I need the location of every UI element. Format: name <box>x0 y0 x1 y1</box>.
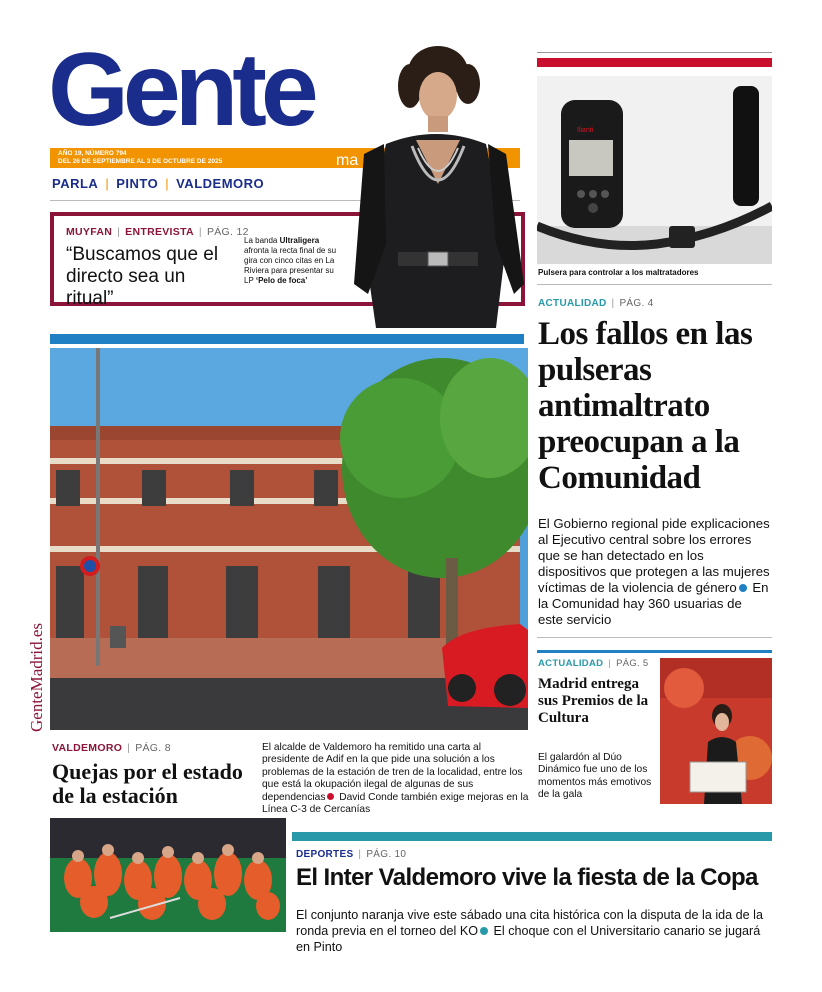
issue-dates: DEL 26 DE SEPTIEMBRE AL 3 DE OCTUBRE DE 2025 <box>58 158 223 165</box>
gentemadrid-url-vertical[interactable] <box>20 556 50 736</box>
main-story-section: ACTUALIDAD <box>538 298 607 309</box>
main-story-rule <box>537 284 772 285</box>
device-brand: Ilianti <box>577 127 594 134</box>
muyfan-summary: La banda Ultraligera afronta la recta final de su gira con cinco citas en La Riviera para presentar su LP ‘Pelo de foca’ <box>244 236 337 285</box>
valdemoro-body: El alcalde de Valdemoro ha remitido una carta al presidente de Adif en la que pide una solución a los problemas de la estación de tren de la localidad, entre los que está la okupación ilegal de algunas de sus dependencias David Conde también exige mejoras en la Línea C-3 de Cercanías <box>262 742 529 816</box>
deportes-kicker: DEPORTES | PÁG. 10 <box>296 849 407 860</box>
site-url: GenteMadrid.es <box>27 622 46 732</box>
premios-page: PÁG. 5 <box>616 658 649 669</box>
premios-photo[interactable] <box>660 658 772 804</box>
issue-meta <box>58 150 318 166</box>
premios-rule <box>537 637 772 638</box>
bullet-icon <box>739 584 747 592</box>
muyfan-page: PÁG. 12 <box>206 226 249 238</box>
premios-top-bar <box>537 650 772 653</box>
muyfan-kicker: MUYFAN | ENTREVISTA | PÁG. 12 <box>66 226 249 238</box>
premios-kicker: ACTUALIDAD | PÁG. 5 <box>538 658 649 669</box>
album-name: ‘Pelo de foca’ <box>255 276 308 285</box>
muyfan-frame-left <box>50 212 54 306</box>
muyfan-type: ENTREVISTA <box>125 226 194 238</box>
premios-body: El galardón al Dúo Dinámico fue uno de los momentos más emotivos de la gala <box>538 752 652 801</box>
right-column-red-bar <box>537 58 772 67</box>
muyfan-section: MUYFAN <box>66 226 113 238</box>
main-story-page: PÁG. 4 <box>619 298 654 309</box>
masthead-logo: Gente <box>48 32 313 148</box>
football-team-photo[interactable] <box>50 818 286 932</box>
town-list: PARLA | PINTO | VALDEMORO <box>52 176 265 191</box>
deportes-body: El conjunto naranja vive este sábado una cita histórica con la disputa de la ida de la ronda previa en el torneo del KO El choque con el Universitario canario se jugará en Pinto <box>296 908 763 954</box>
main-lead: El Gobierno regional pide explicaciones al Ejecutivo central sobre los errores que se han detectado en los dispositivos que protegen a las mujeres víctimas de la violencia de género En la Comunidad hay 360 usuarias de este servicio <box>538 516 770 627</box>
deportes-page: PÁG. 10 <box>366 849 407 860</box>
valdemoro-kicker: VALDEMORO | PÁG. 8 <box>52 742 171 754</box>
muyfan-quote[interactable]: “Buscamos que el directo sea un ritual” <box>66 244 219 309</box>
deportes-section: DEPORTES <box>296 849 354 860</box>
deportes-title[interactable]: El Inter Valdemoro vive la fiesta de la Copa <box>296 864 758 891</box>
edition-fragment: ma <box>336 152 359 169</box>
issue-number: AÑO 19, NÚMERO 794 <box>58 150 127 157</box>
main-story-kicker: ACTUALIDAD | PÁG. 4 <box>538 298 654 309</box>
town-pinto: PINTO <box>116 176 159 191</box>
main-headline[interactable]: Los fallos en las pulseras antimaltrato preocupan a la Comunidad <box>538 316 753 496</box>
valdemoro-title[interactable]: Quejas por el estado de la estación <box>52 759 243 808</box>
premios-title[interactable]: Madrid entrega sus Premios de la Cultura <box>538 676 649 726</box>
bullet-icon <box>327 793 334 800</box>
valdemoro-page: PÁG. 8 <box>135 742 171 754</box>
deportes-top-bar <box>292 832 772 841</box>
bullet-icon <box>480 927 488 935</box>
valdemoro-section: VALDEMORO <box>52 742 123 754</box>
band-name: Ultraligera <box>279 236 320 245</box>
pulsera-caption: Pulsera para controlar a los maltratadores <box>538 268 699 277</box>
town-valdemoro: VALDEMORO <box>176 176 265 191</box>
pulsera-photo[interactable] <box>537 76 772 264</box>
station-photo[interactable] <box>50 348 528 730</box>
right-column-rule <box>537 52 772 53</box>
premios-section: ACTUALIDAD <box>538 658 604 669</box>
photo-top-bar <box>50 334 524 344</box>
singer-cutout-image <box>346 44 526 328</box>
town-parla: PARLA <box>52 176 99 191</box>
